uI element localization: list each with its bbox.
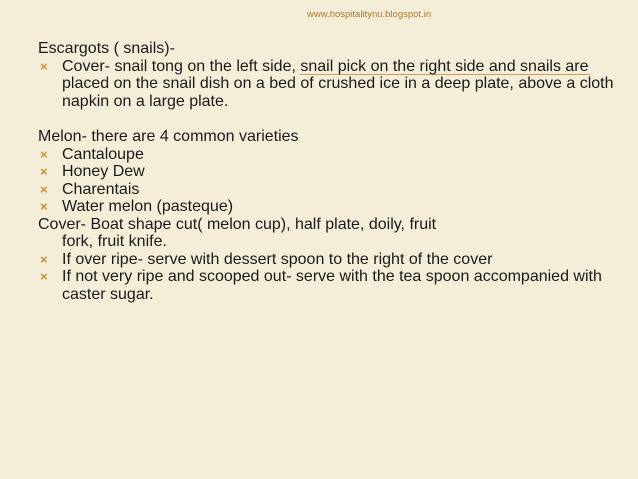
site-url: www.hospitalitynu.blogspot.in <box>307 9 432 20</box>
list-item <box>38 251 618 269</box>
escargots-title: Escargots ( snails)- <box>38 40 175 57</box>
bullet-icon: × <box>40 58 48 74</box>
list-item <box>38 181 618 199</box>
cover-line-1: Cover- Boat shape cut( melon cup), half plate, doily, fruit <box>38 215 437 233</box>
melon-variety: Honey Dew <box>62 163 145 180</box>
cover-description <box>38 216 618 251</box>
bullet-icon: × <box>40 269 48 284</box>
serve-instruction: If over ripe- serve with dessert spoon to the right of the cover <box>62 250 493 268</box>
escargots-cover-text: Cover- snail tong on the left side, snail pick on the right side and snails are placed on the snail dish on a bed of crushed ice in a deep plate, above a cloth napkin on a large plate. <box>62 57 614 110</box>
bullet-icon: × <box>40 251 48 267</box>
melon-title: Melon- there are 4 common varieties <box>38 128 299 145</box>
bullet-icon: × <box>40 181 48 197</box>
list-item <box>38 198 618 216</box>
list-item <box>38 146 618 164</box>
list-item <box>38 58 618 111</box>
melon-variety: Cantaloupe <box>62 145 144 163</box>
bullet-icon: × <box>40 146 48 162</box>
list-item <box>38 163 618 181</box>
slide-content <box>38 40 618 303</box>
bullet-icon: × <box>40 199 48 214</box>
cover-line-2: fork, fruit knife. <box>62 233 167 250</box>
spacer <box>38 110 618 128</box>
bullet-icon: × <box>40 164 48 179</box>
melon-variety: Water melon (pasteque) <box>62 198 234 215</box>
serve-instruction: If not very ripe and scooped out- serve with the tea spoon accompanied with caster sugar. <box>62 268 602 303</box>
melon-variety: Charentais <box>62 180 140 198</box>
list-item <box>38 268 618 303</box>
